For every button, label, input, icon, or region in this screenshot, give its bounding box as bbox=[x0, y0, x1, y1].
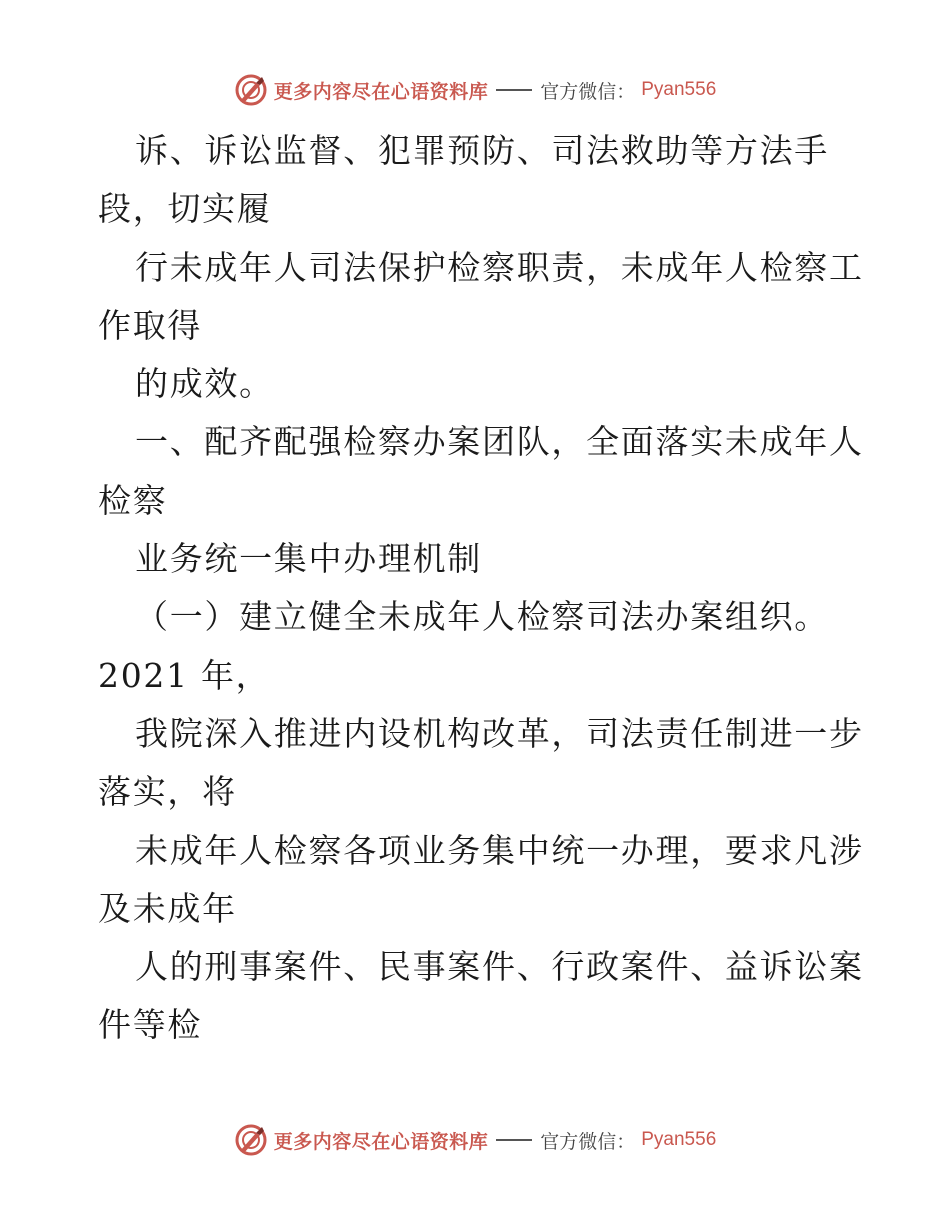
banner-wechat-id: Pyan556 bbox=[641, 1129, 717, 1150]
body-line: 的成效。 bbox=[135, 364, 274, 404]
footer-banner bbox=[0, 1120, 950, 1160]
section-heading: 一、配齐配强检察办案团队，全面落实未成年人 bbox=[135, 422, 864, 462]
body-line: 段，切实履 bbox=[98, 189, 272, 229]
body-line: 件等检 bbox=[98, 1005, 203, 1045]
banner-wechat-label: 官方微信： bbox=[540, 1130, 636, 1153]
banner-brand-text: 更多内容尽在心语资料库 bbox=[273, 1130, 489, 1153]
body-line: 人的刑事案件、民事案件、行政案件、益诉讼案 bbox=[135, 947, 864, 987]
subsection-heading: （一）建立健全未成年人检察司法办案组织。 bbox=[135, 597, 829, 637]
body-line: 检察 bbox=[98, 480, 168, 520]
pen-logo-icon bbox=[234, 73, 268, 107]
body-line: 我院深入推进内设机构改革，司法责任制进一步 bbox=[135, 713, 864, 753]
body-line: 诉、诉讼监督、犯罪预防、司法救助等方法手 bbox=[135, 131, 829, 170]
body-line: 未成年人检察各项业务集中统一办理，要求凡涉 bbox=[135, 830, 864, 870]
body-line: 落实，将 bbox=[98, 772, 237, 812]
body-line: 行未成年人司法保护检察职责，未成年人检察工 bbox=[135, 247, 864, 287]
pen-logo-icon bbox=[234, 1123, 268, 1157]
body-line: 业务统一集中办理机制 bbox=[135, 539, 482, 579]
body-line: 2021 年， bbox=[98, 655, 271, 695]
banner-wechat-label: 官方微信： bbox=[540, 80, 636, 103]
banner-brand-text: 更多内容尽在心语资料库 bbox=[273, 80, 489, 103]
body-line: 及未成年 bbox=[98, 888, 237, 928]
header-banner bbox=[0, 70, 950, 110]
banner-separator bbox=[496, 1139, 532, 1141]
body-line: 作取得 bbox=[98, 305, 203, 345]
banner-wechat-id: Pyan556 bbox=[641, 79, 717, 100]
banner-separator bbox=[496, 89, 532, 91]
document-body bbox=[98, 122, 888, 1055]
